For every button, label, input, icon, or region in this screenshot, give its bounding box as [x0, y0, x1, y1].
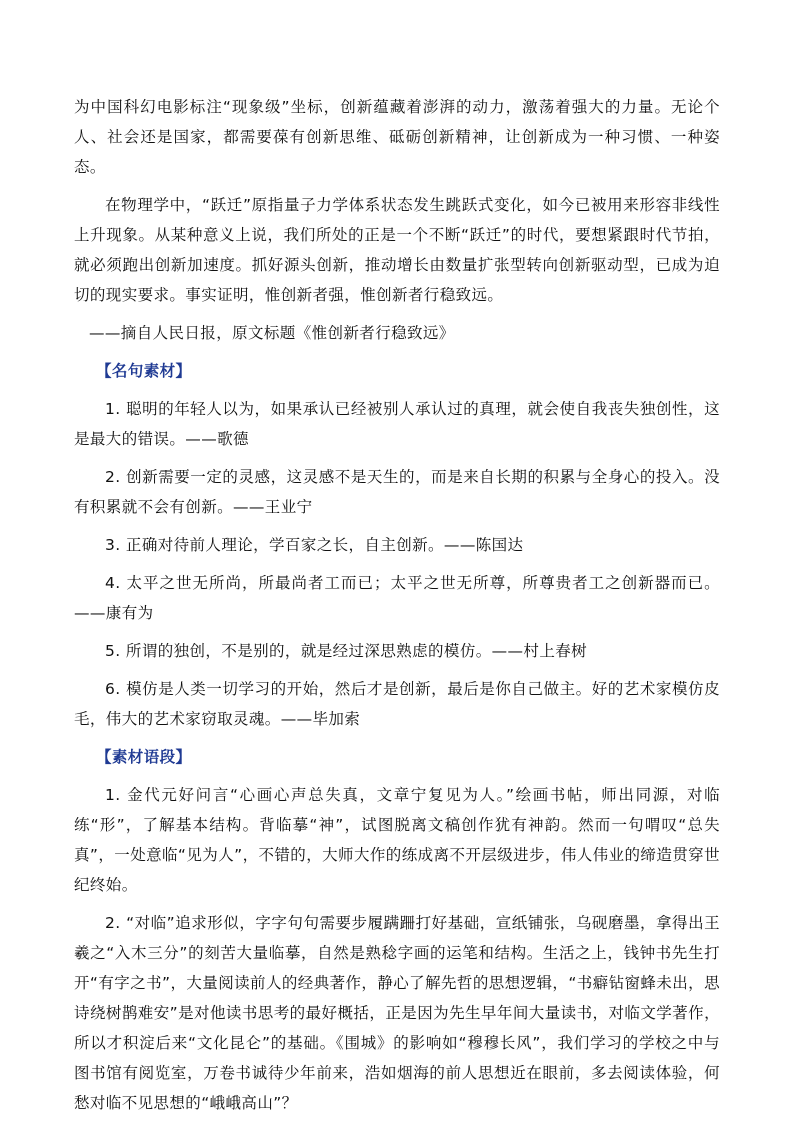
quote-text: 正确对待前人理论，学百家之长，自主创新。——陈国达 — [125, 536, 524, 554]
segment-number: 2. — [105, 914, 121, 932]
quote-item — [74, 462, 720, 522]
intro-paragraph-1: 为中国科幻电影标注“现象级”坐标，创新蕴藏着澎湃的动力，激荡着强大的力量。无论个人、社会还是国家，都需要葆有创新思维、砥砺创新精神，让创新成为一种习惯、一种姿态。 — [74, 98, 720, 176]
quote-text: 所谓的独创，不是别的，就是经过深思熟虑的模仿。——村上春树 — [125, 642, 588, 660]
quote-number: 4. — [105, 574, 121, 592]
source-line: ——摘自人民日报，原文标题《惟创新者行稳致远》 — [89, 324, 455, 342]
quote-number: 1. — [105, 400, 121, 418]
quote-text: 创新需要一定的灵感，这灵感不是天生的，而是来自长期的积累与全身心的投入。没有积累就不会有创新。——王业宁 — [74, 468, 720, 516]
quote-text: 聪明的年轻人以为，如果承认已经被别人承认过的真理，就会使自我丧失独创性，这是最大的错误。——歌德 — [74, 400, 720, 448]
segment-item — [74, 780, 720, 900]
quote-item — [74, 674, 720, 734]
quote-text: 模仿是人类一切学习的开始，然后才是创新，最后是你自己做主。好的艺术家模仿皮毛，伟大的艺术家窃取灵魂。——毕加索 — [74, 680, 720, 728]
quote-number: 5. — [105, 642, 121, 660]
segment-item — [74, 908, 720, 1118]
quote-item — [74, 636, 720, 666]
quote-number: 2. — [105, 468, 121, 486]
segments-heading: 【素材语段】 — [96, 748, 192, 766]
quote-item — [74, 568, 720, 628]
quote-text: 太平之世无所尚，所最尚者工而已；太平之世无所尊，所尊贵者工之创新器而已。——康有为 — [74, 574, 721, 622]
quote-number: 6. — [105, 680, 121, 698]
quote-item — [74, 530, 720, 560]
quotes-heading: 【名句素材】 — [96, 362, 192, 380]
quote-item — [74, 394, 720, 454]
segment-text: “对临”追求形似，字字句句需要步履蹒跚打好基础，宣纸铺张，乌砚磨墨，拿得出王羲之“入木三分”的刻苦大量临摹，自然是熟稔字画的运笔和结构。生活之上，钱钟书先生打开“有字之书”，大量阅读前人的经典著作，静心了解先哲的思想逻辑，“书癖钻窗蜂未出，思诗绕树鹊难安”是对他读书思考的最好概括，正是因为先生早年间大量读书，对临文学著作，所以才积淀后来“文化昆仑”的基础。《围城》的影响如“穆穆长风”，我们学习的学校之中与图书馆有阅览室，万卷书诚待少年前来，浩如烟海的前人思想近在眼前，多去阅读体验，何愁对临不见思想的“峨峨高山”？ — [74, 914, 721, 1112]
segment-number: 1. — [105, 786, 121, 804]
segment-text: 金代元好问言“心画心声总失真，文章宁复见为人。”绘画书帖，师出同源，对临练“形”，了解基本结构。背临摹“神”，试图脱离文稿创作犹有神韵。然而一句喟叹“总失真”，一处意临“见为人”，不错的，大师大作的练成离不开层级进步，伟人伟业的缔造贯穿世纪终始。 — [74, 786, 720, 894]
quote-number: 3. — [105, 536, 121, 554]
intro-paragraph-2: 在物理学中，“跃迁”原指量子力学体系状态发生跳跃式变化，如今已被用来形容非线性上升现象。从某种意义上说，我们所处的正是一个不断“跃迁”的时代，要想紧跟时代节拍，就必须跑出创新加速度。抓好源头创新，推动增长由数量扩张型转向创新驱动型，已成为迫切的现实要求。事实证明，惟创新者强，惟创新者行稳致远。 — [74, 196, 720, 304]
